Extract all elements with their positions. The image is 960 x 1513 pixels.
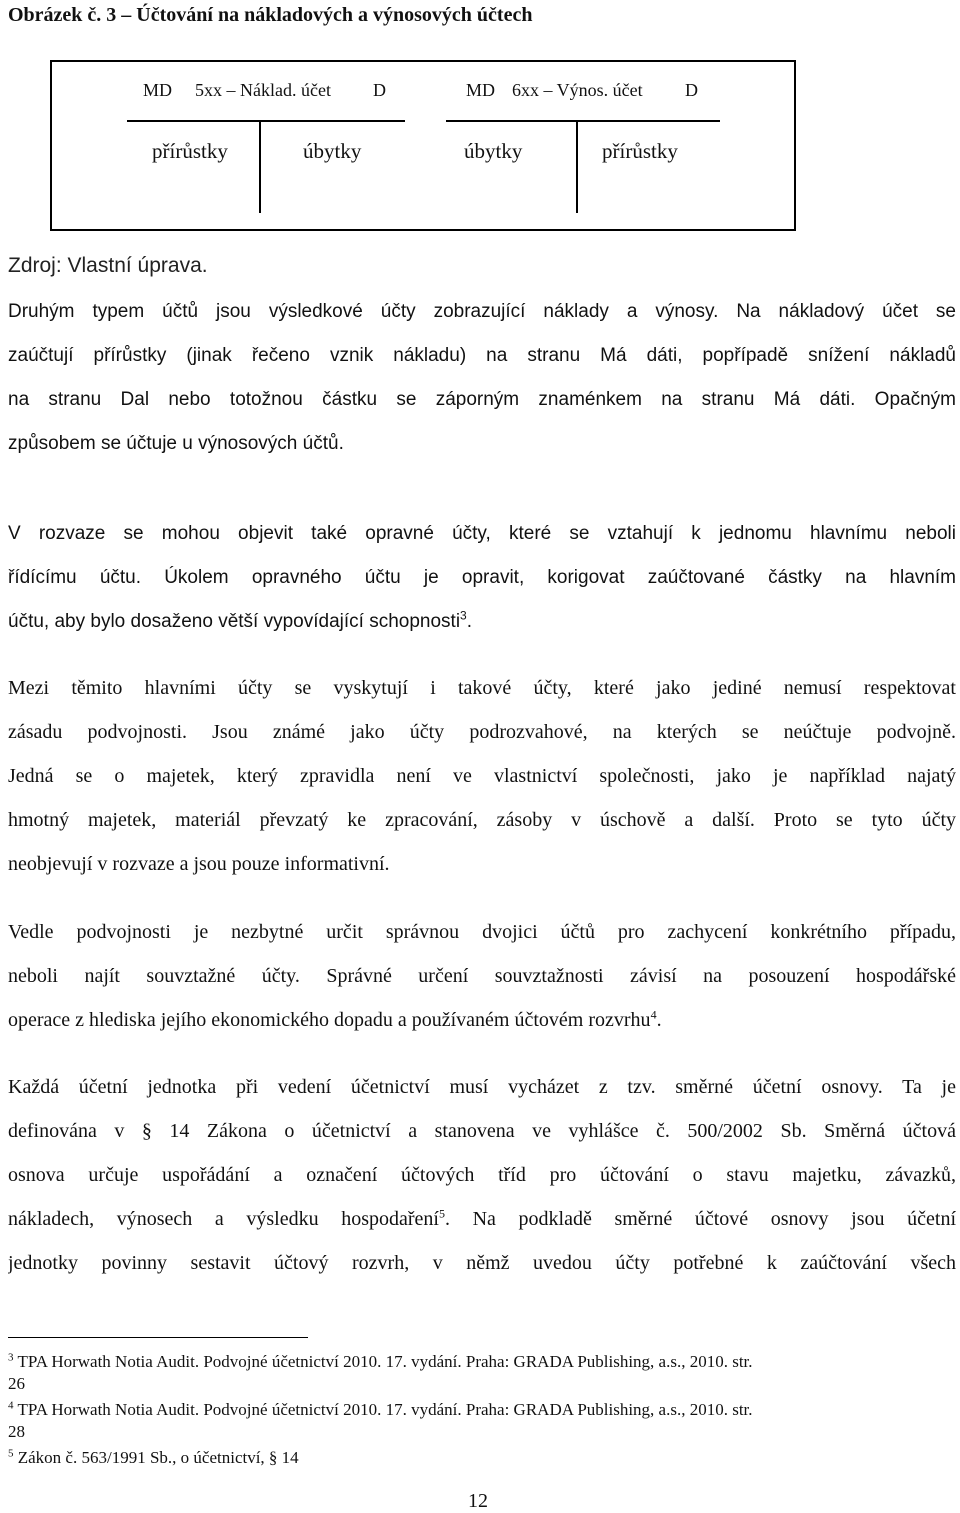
footnote-number: 4: [8, 1399, 14, 1412]
paragraph-line: V rozvaze se mohou objevit také opravné účty, které se vztahují k jednomu hlavnímu neboli: [8, 523, 956, 544]
right-account-credit-side: přírůstky: [602, 139, 678, 163]
paragraph-line: [8, 998, 956, 1042]
footnote-ref: 4: [650, 1007, 657, 1022]
left-account-credit-side: úbytky: [303, 139, 362, 163]
paragraph-line: definována v § 14 Zákona o účetnictví a stanovena ve vyhlášce č. 500/2002 Sb. Směrná účtová: [8, 1120, 956, 1142]
paragraph-line: hmotný majetek, materiál převzatý ke zpracování, zásoby v úschově a další. Proto se tyto účty: [8, 809, 956, 831]
left-account-debit-side: přírůstky: [152, 139, 228, 163]
footnote-separator: [8, 1337, 308, 1338]
paragraph-line: Jedná se o majetek, který zpravidla není ve vlastnictví společnosti, jako je například najatý: [8, 765, 956, 787]
paragraph-line: Každá účetní jednotka při vedení účetnictví musí vycházet z tzv. směrné účetní osnovy. Ta je: [8, 1076, 956, 1098]
footnote-5: [8, 1447, 956, 1469]
right-account-name: 6xx – Výnos. účet: [512, 80, 643, 100]
paragraph-line: Druhým typem účtů jsou výsledkové účty zobrazující náklady a výnosy. Na nákladový účet se: [8, 301, 956, 322]
left-account-divider: [259, 121, 261, 213]
footnote-number: 3: [8, 1351, 14, 1364]
paragraph-text: nákladech, výnosech a výsledku hospodaření: [8, 1208, 439, 1230]
paragraph-line: [8, 600, 956, 644]
left-account-md: MD: [143, 80, 173, 100]
paragraph-1: [8, 290, 956, 466]
paragraph-4: [8, 910, 956, 1042]
right-account-divider: [576, 121, 578, 213]
paragraph-line: osnova určuje uspořádání a označení účtových tříd pro účtování o stavu majetku, závazků,: [8, 1164, 956, 1186]
paragraph-line: zaúčtují přírůstky (jinak řečeno vznik nákladu) na stranu Má dáti, popřípadě snížení nákladů: [8, 345, 956, 366]
paragraph-line: neobjevují v rozvaze a jsou pouze informativní.: [8, 853, 390, 875]
footnote-text: TPA Horwath Notia Audit. Podvojné účetnictví 2010. 17. vydání. Praha: GRADA Publishing, a.s., 2010. str.: [17, 1400, 753, 1419]
paragraph-line: zásadu podvojnosti. Jsou známé jako účty podrozvahové, na kterých se neúčtuje podvojně.: [8, 721, 956, 743]
paragraph-5: [8, 1065, 956, 1285]
footnote-3: [8, 1351, 956, 1395]
paragraph-line: jednotky povinny sestavit účtový rozvrh, v němž uvedou účty potřebné k zaúčtování všech: [8, 1252, 956, 1274]
right-account-d: D: [685, 80, 698, 100]
footnote-ref: 3: [460, 608, 467, 623]
footnote-text: Zákon č. 563/1991 Sb., o účetnictví, § 14: [17, 1448, 299, 1467]
footnote-4: [8, 1399, 956, 1443]
figure-title: Obrázek č. 3 – Účtování na nákladových a výnosových účtech: [8, 4, 533, 26]
paragraph-line: způsobem se účtuje u výnosových účtů.: [8, 433, 344, 454]
right-account-line: [446, 120, 720, 122]
paragraph-text: .: [466, 611, 473, 632]
figure-source: Zdroj: Vlastní úprava.: [8, 254, 208, 277]
paragraph-line: Vedle podvojnosti je nezbytné určit správnou dvojici účtů pro zachycení konkrétního případu,: [8, 921, 956, 943]
paragraph-2: [8, 512, 956, 644]
paragraph-3: [8, 666, 956, 886]
footnote-ref: 5: [438, 1206, 445, 1221]
paragraph-text: operace z hlediska jejího ekonomického dopadu a používaném účtovém rozvrhu: [8, 1009, 651, 1031]
footnote-text-cont: 26: [8, 1374, 25, 1393]
paragraph-line: neboli najít souvztažné účty. Správné určení souvztažnosti závisí na posouzení hospodářské: [8, 965, 956, 987]
paragraph-text: . Na podkladě směrné účtové osnovy jsou účetní: [444, 1208, 956, 1230]
paragraph-line: řídícímu účtu. Úkolem opravného účtu je opravit, korigovat zaúčtované částky na hlavním: [8, 567, 956, 588]
paragraph-line: na stranu Dal nebo totožnou částku se záporným znaménkem na stranu Má dáti. Opačným: [8, 389, 956, 410]
right-account-md: MD: [466, 80, 496, 100]
left-account-d: D: [373, 80, 386, 100]
left-account-line: [127, 120, 405, 122]
paragraph-text: účtu, aby bylo dosaženo větší vypovídající schopnosti: [8, 611, 461, 632]
paragraph-line: Mezi těmito hlavními účty se vyskytují i takové účty, které jako jediné nemusí respektovat: [8, 677, 956, 699]
footnote-text-cont: 28: [8, 1422, 25, 1441]
paragraph-line: [8, 1197, 956, 1241]
footnote-number: 5: [8, 1447, 14, 1460]
left-account-name: 5xx – Náklad. účet: [195, 80, 331, 100]
right-account-debit-side: úbytky: [464, 139, 523, 163]
page-number: 12: [468, 1490, 488, 1512]
paragraph-text: .: [656, 1009, 662, 1031]
footnote-text: TPA Horwath Notia Audit. Podvojné účetnictví 2010. 17. vydání. Praha: GRADA Publishing, a.s., 2010. str.: [17, 1352, 753, 1371]
